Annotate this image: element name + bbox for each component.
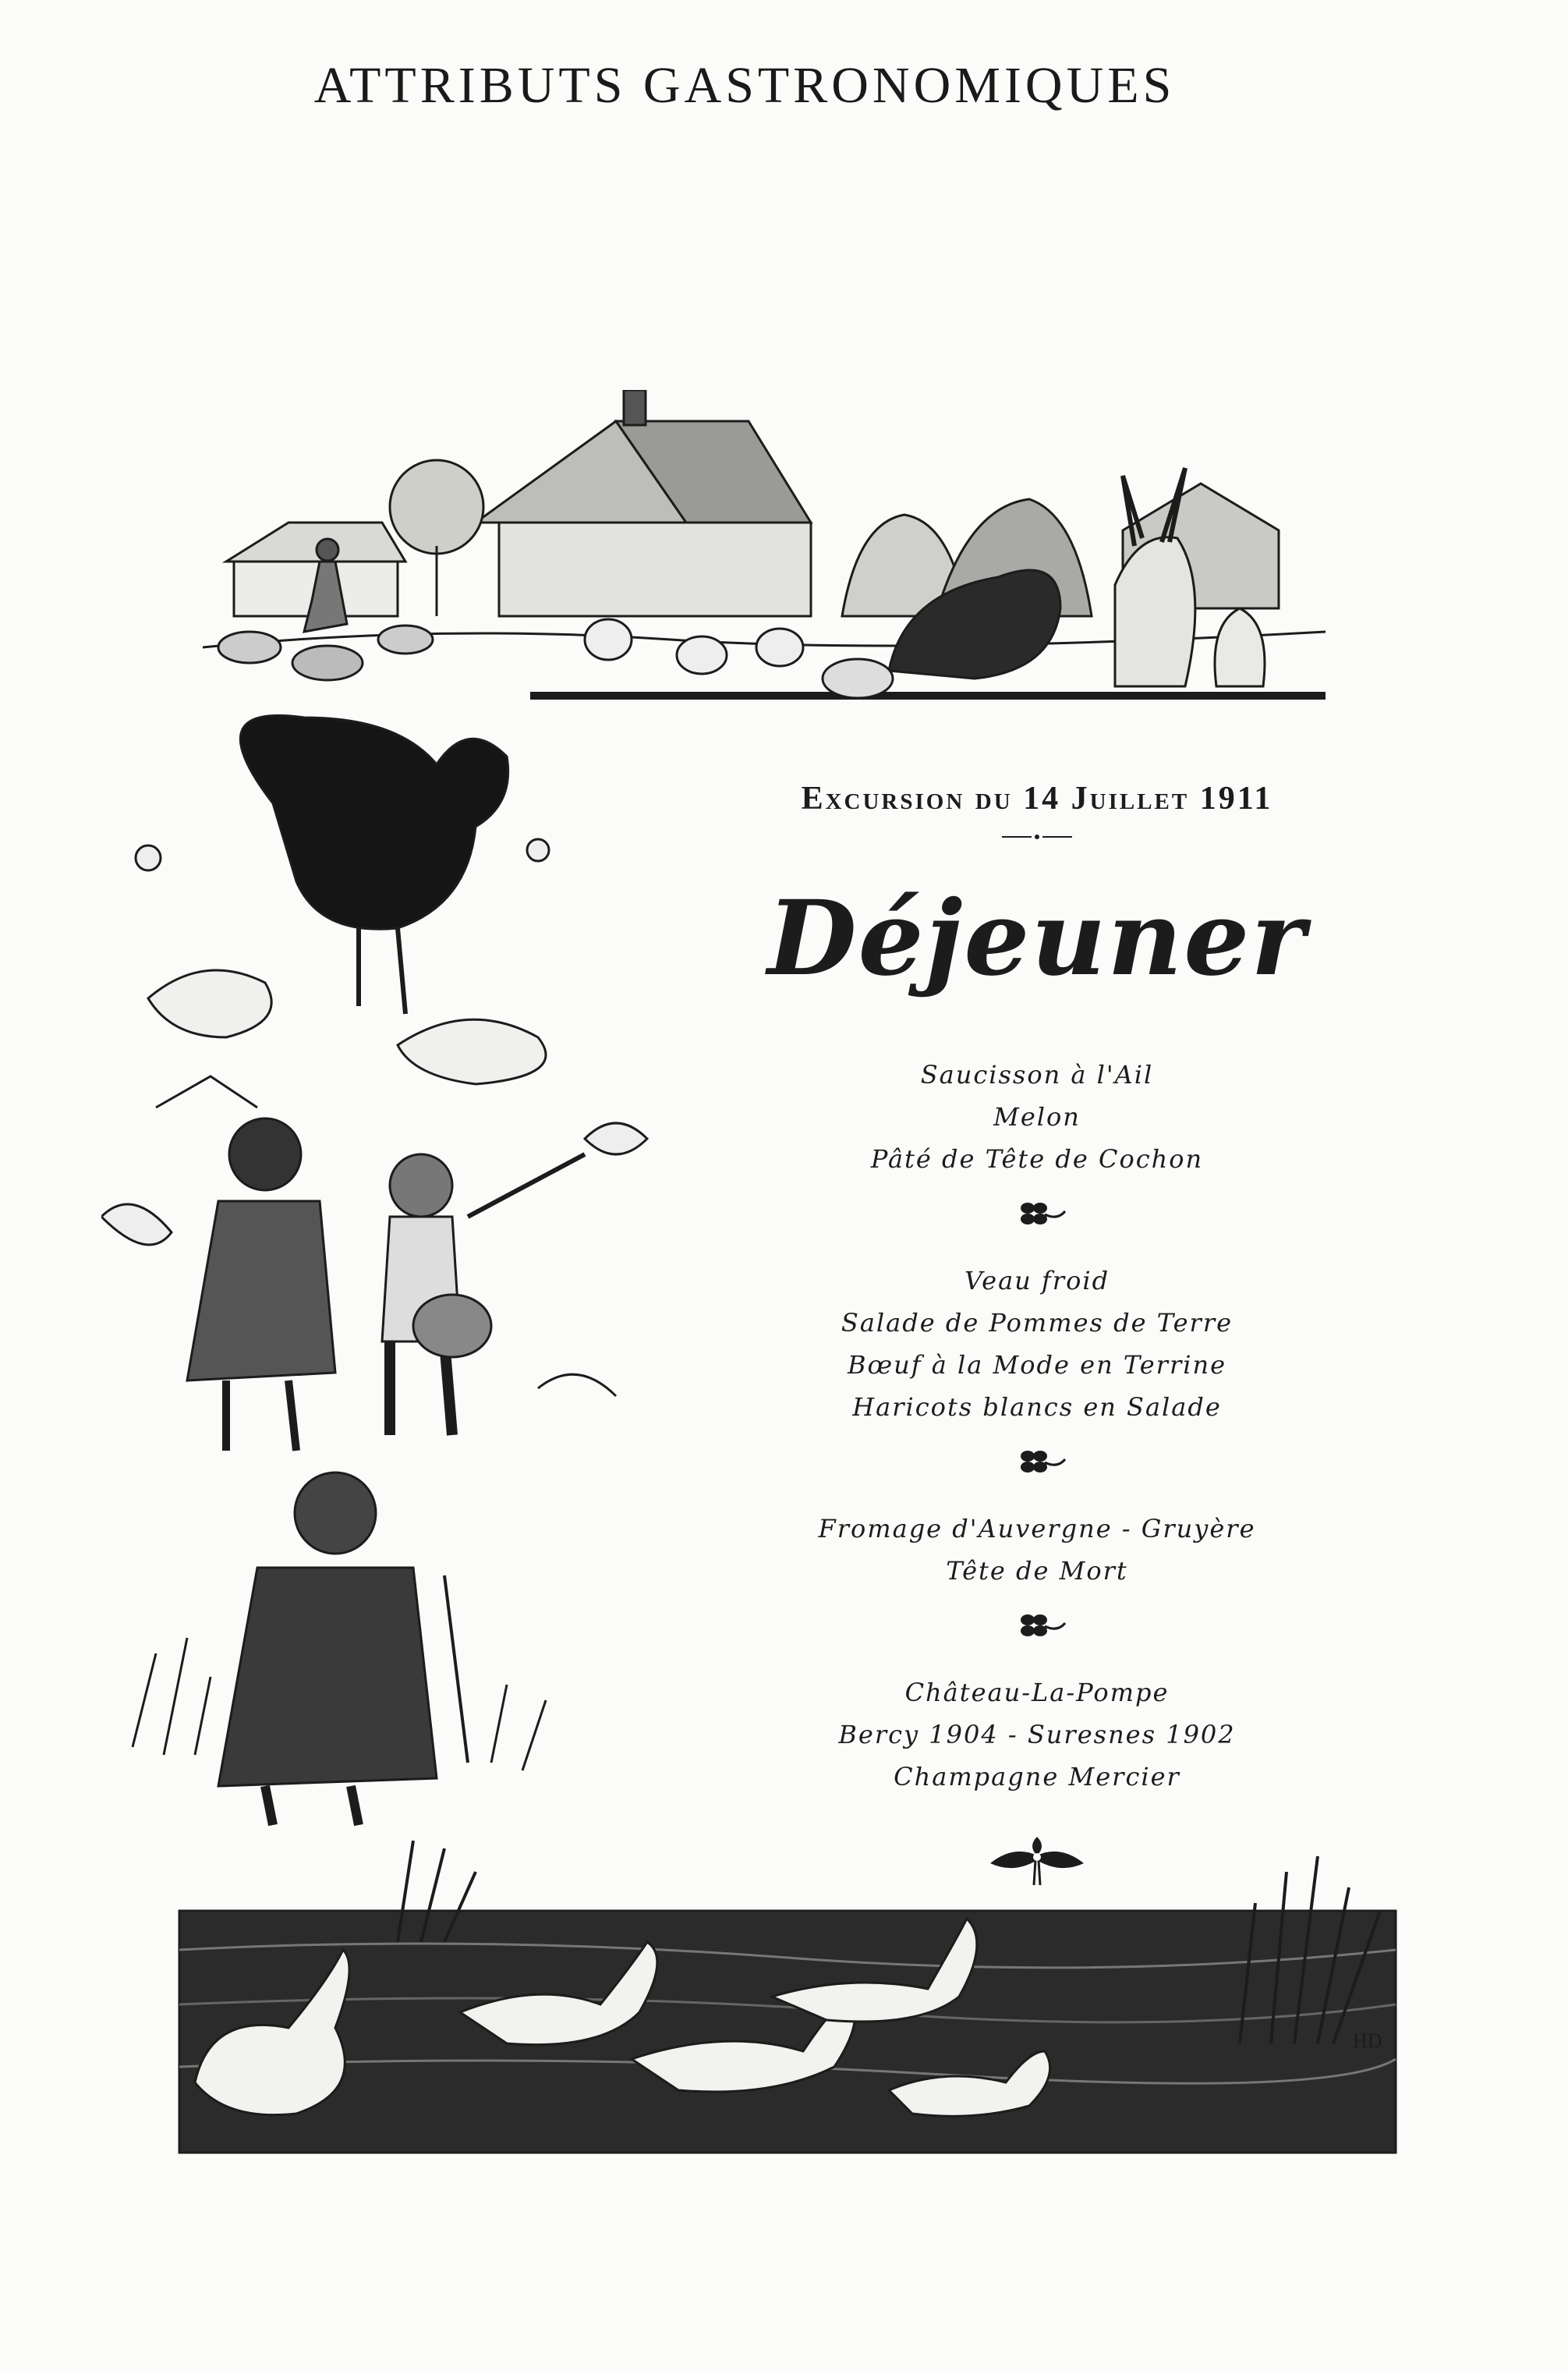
fleuron-separator-icon <box>1006 1197 1068 1228</box>
course-fromages <box>733 1508 1341 1592</box>
floral-end-ornament-icon <box>982 1829 1092 1891</box>
artist-monogram: HD <box>1353 2029 1382 2052</box>
fleuron-separator-icon <box>1006 1609 1068 1640</box>
dish-item: Bercy 1904 - Suresnes 1902 <box>838 1720 1236 1749</box>
dish-list <box>733 1054 1341 1891</box>
fleuron-separator-icon <box>1006 1445 1068 1476</box>
dish-item: Champagne Mercier <box>894 1762 1180 1792</box>
dish-item: Saucisson à l'Ail <box>920 1060 1154 1090</box>
book-title: ATTRIBUTS GASTRONOMIQUES <box>313 57 1176 114</box>
course-vins <box>733 1671 1341 1798</box>
dish-item: Melon <box>993 1102 1081 1132</box>
excursion-heading: Excursion du 14 Juillet 1911 <box>801 781 1273 817</box>
dish-item: Fromage d'Auvergne - Gruyère <box>818 1514 1256 1543</box>
dish-item: Château-La-Pompe <box>904 1678 1170 1707</box>
menu-title: Déjeuner <box>767 878 1307 999</box>
course-hors-doeuvre <box>733 1054 1341 1180</box>
menu-card <box>733 780 1341 1891</box>
farmyard-illustration <box>203 390 1326 718</box>
dish-item: Veau froid <box>964 1266 1110 1295</box>
dish-item: Pâté de Tête de Cochon <box>870 1144 1204 1174</box>
rooster-and-children-illustration <box>101 671 678 1887</box>
dish-item: Haricots blancs en Salade <box>852 1392 1222 1422</box>
course-plats <box>733 1260 1341 1428</box>
dish-item: Salade de Pommes de Terre <box>841 1308 1234 1338</box>
small-rule-ornament <box>1002 830 1072 844</box>
dish-item: Tête de Mort <box>946 1556 1128 1586</box>
dish-item: Bœuf à la Mode en Terrine <box>847 1350 1227 1380</box>
